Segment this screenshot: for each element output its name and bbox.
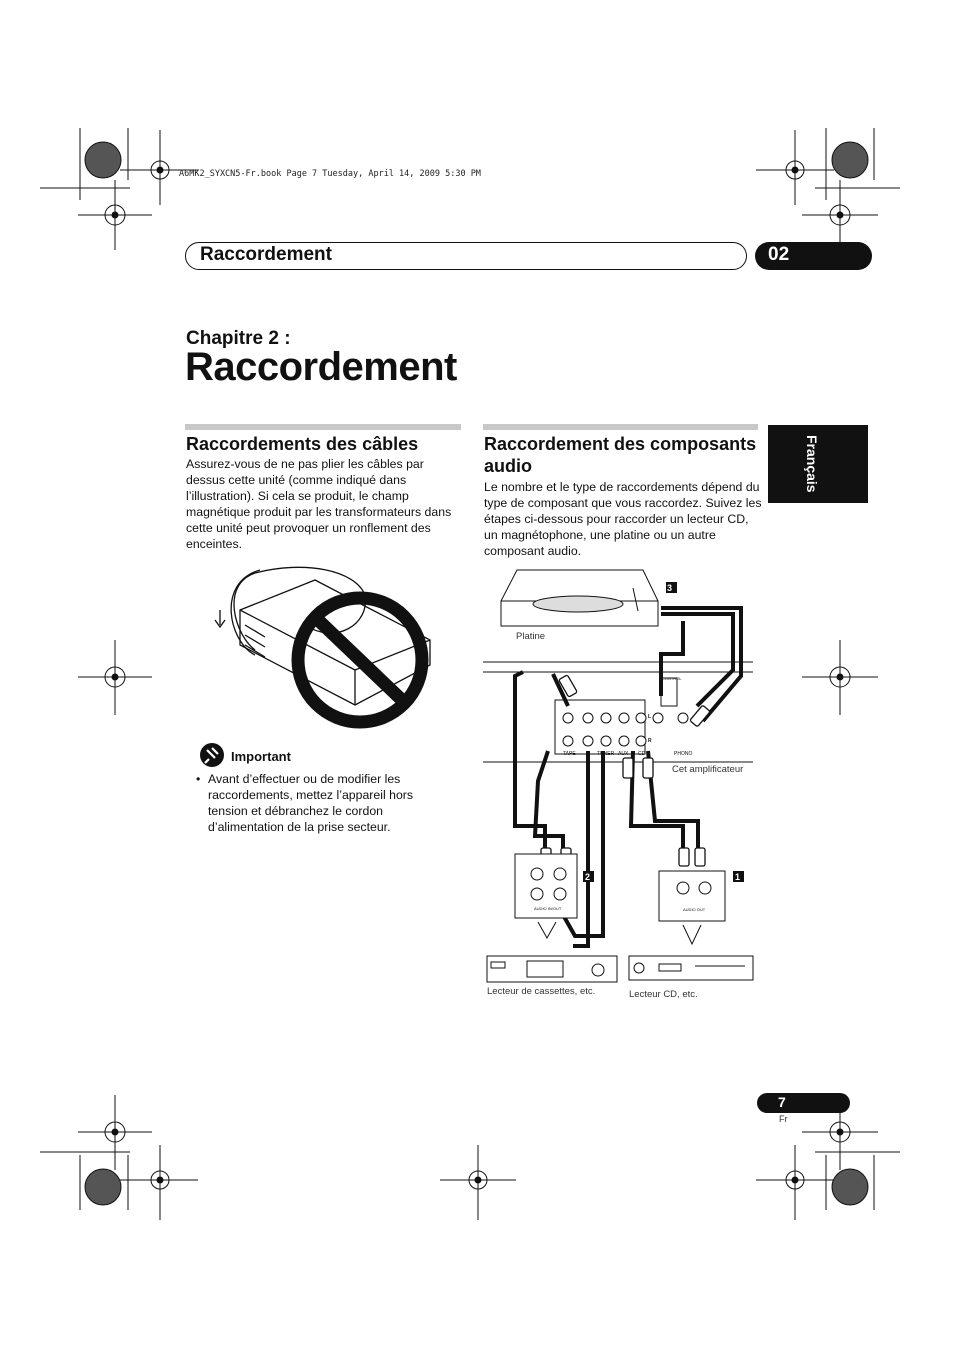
chapter-label: Chapitre 2 : [186, 328, 291, 349]
page-title: Raccordement [185, 345, 457, 389]
step-1-marker: 1 [735, 872, 741, 882]
section-rule-right [483, 424, 758, 430]
jack-label-cd: CD [638, 751, 646, 757]
important-icon [199, 742, 225, 768]
right-section-title: Raccordement des composants audio [484, 434, 757, 476]
label-amplifier: Cet amplificateur [672, 764, 744, 775]
cable-warning-illustration [215, 565, 435, 735]
label-cd: Lecteur CD, etc. [629, 989, 698, 1000]
bullet-dot: • [196, 772, 201, 786]
right-section-body: Le nombre et le type de raccordements dépend du type de composant que vous raccordez. Suivez les étapes ci-dessous pour raccorder un lecteur CD, un magnétophone, une platine ou un autre composant audio. [484, 480, 762, 558]
language-tab-label: Français [804, 435, 820, 493]
jack-label-tuner: TUNER [597, 751, 615, 757]
jack-label-phono: PHONO [674, 751, 693, 757]
header-section-title: Raccordement [200, 244, 332, 265]
label-turntable: Platine [516, 631, 546, 642]
left-section-body: Assurez-vous de ne pas plier les câbles par dessus cette unité (comme indiqué dans l’illustration). Si cela se produit, le champ magnétique produit par les transformateurs dans cette unité peut provoquer un ronflement des enceintes. [186, 457, 452, 551]
jack-label-l: L [648, 714, 652, 720]
jack-label-r: R [648, 738, 652, 744]
jack-label-control: CONTROL [662, 676, 682, 681]
print-header: A6MK2_SYXCN5-Fr.book Page 7 Tuesday, April 14, 2009 5:30 PM [179, 169, 481, 179]
page-language-code: Fr [779, 1114, 788, 1124]
chapter-number: 02 [768, 244, 790, 265]
jack-label-audio-out: AUDIO OUT [683, 907, 706, 912]
important-bullet-text: Avant d’effectuer ou de modifier les raccordements, mettez l’appareil hors tension et débranchez le cordon d’alimentation de la prise secteur. [208, 772, 414, 834]
section-rule-left [185, 424, 461, 430]
jack-label-tape: TAPE [563, 751, 576, 757]
page-number-badge [757, 1093, 850, 1113]
jack-label-aux: AUX [618, 751, 629, 757]
left-section-title: Raccordements des câbles [186, 434, 419, 454]
important-title: Important [231, 749, 291, 764]
label-cassette: Lecteur de cassettes, etc. [487, 986, 596, 997]
step-2-marker: 2 [585, 872, 591, 882]
page-number: 7 [778, 1094, 786, 1110]
jack-label-audio-in-out: AUDIO IN/OUT [534, 906, 562, 911]
step-3-marker: 3 [667, 583, 673, 593]
